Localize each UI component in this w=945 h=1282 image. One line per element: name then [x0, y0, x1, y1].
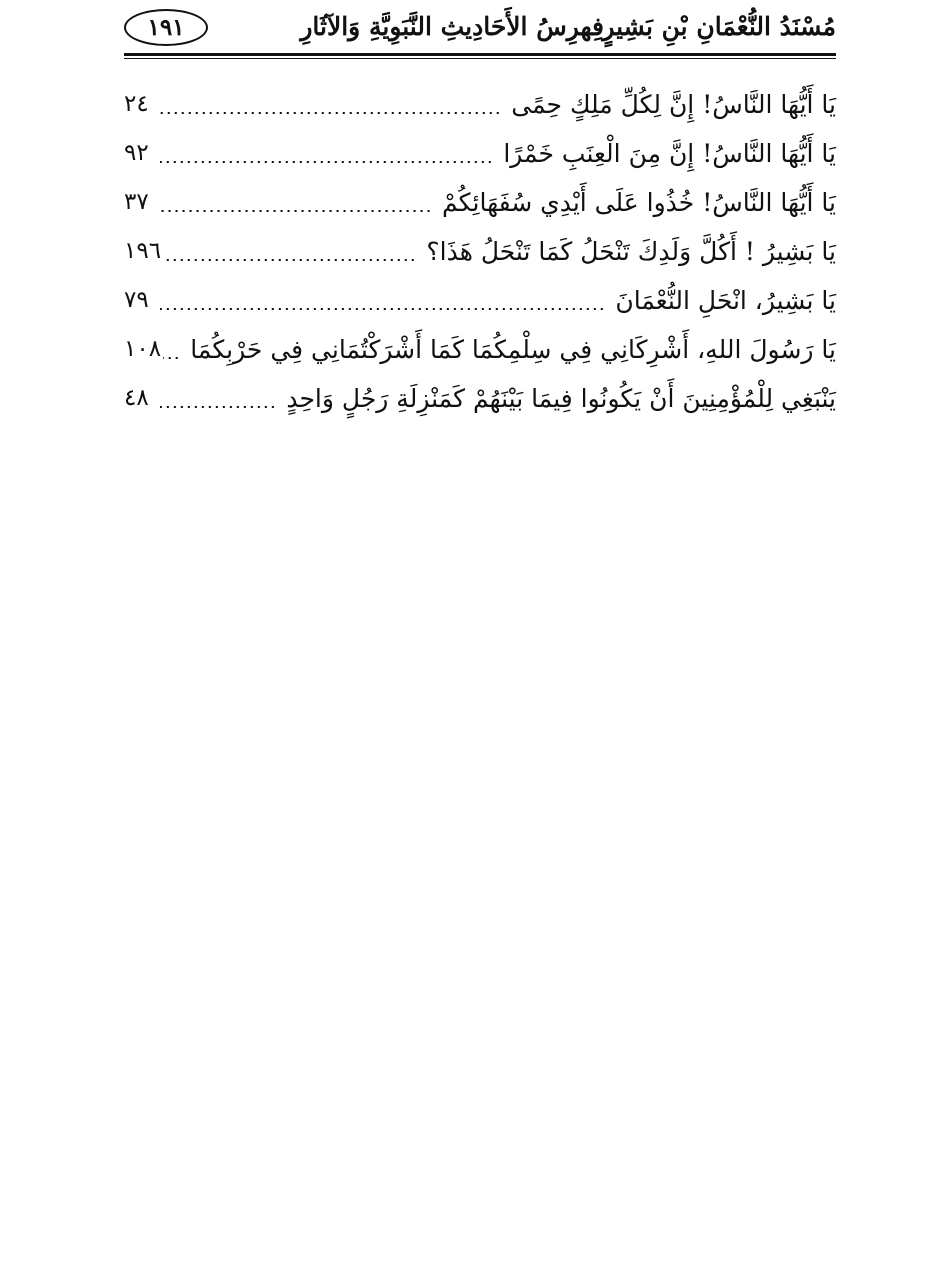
entry-page-number: ١٠٨: [124, 336, 162, 362]
dot-leader: [160, 161, 493, 163]
index-entry: [124, 227, 836, 276]
page-header: [124, 8, 836, 48]
index-entry: [124, 276, 836, 325]
entry-page-number: ١٩٦: [124, 238, 162, 264]
page-number: ١٩١: [124, 9, 208, 46]
entry-text: يَا أَيُّهَا النَّاسُ! إِنَّ لِكُلِّ مَلِكٍ حِمًى: [511, 90, 836, 119]
index-entry: [124, 80, 836, 129]
entry-text: يَا أَيُّهَا النَّاسُ! إِنَّ مِنَ الْعِنَبِ خَمْرًا: [503, 139, 836, 168]
dot-leader: [160, 112, 501, 114]
index-entry: [124, 325, 836, 374]
entry-text: يَا بَشِيرُ ! أَكُلَّ وَلَدِكَ تَنْحَلُ كَمَا تَنْحَلُ هَذَا؟: [426, 237, 836, 266]
dot-leader: [160, 308, 605, 310]
entry-page-number: ٤٨: [124, 385, 149, 411]
header-title: مُسْنَدُ النُّعْمَانِ بْنِ بَشِيرٍ: [602, 12, 836, 41]
entry-page-number: ٣٧: [124, 189, 149, 215]
entry-page-number: ٩٢: [124, 140, 149, 166]
dot-leader: [163, 259, 416, 261]
hadith-index-list: [124, 80, 836, 423]
index-entry: [124, 178, 836, 227]
header-section-title: فِهرِسُ الأَحَادِيثِ النَّبَوِيَّةِ وَالآثَارِ: [300, 12, 604, 41]
index-entry: [124, 374, 836, 423]
dot-leader: [160, 406, 276, 408]
dot-leader: [163, 357, 180, 359]
header-rule-thick: [124, 53, 836, 56]
entry-page-number: ٧٩: [124, 287, 149, 313]
dot-leader: [160, 210, 432, 212]
index-entry: [124, 129, 836, 178]
entry-text: يَا أَيُّهَا النَّاسُ! خُذُوا عَلَى أَيْدِي سُفَهَائِكُمْ: [442, 188, 836, 217]
header-rule-thin: [124, 58, 836, 59]
entry-text: يَا رَسُولَ اللهِ، أَشْرِكَانِي فِي سِلْمِكُمَا كَمَا أَشْرَكْتُمَانِي فِي حَرْبِكُمَا: [190, 335, 836, 364]
entry-text: يَنْبَغِي لِلْمُؤْمِنِينَ أَنْ يَكُونُوا فِيمَا بَيْنَهُمْ كَمَنْزِلَةِ رَجُلٍ وَاحِدٍ: [286, 384, 836, 413]
entry-text: يَا بَشِيرُ، انْحَلِ النُّعْمَانَ: [615, 286, 836, 315]
entry-page-number: ٢٤: [124, 91, 149, 117]
